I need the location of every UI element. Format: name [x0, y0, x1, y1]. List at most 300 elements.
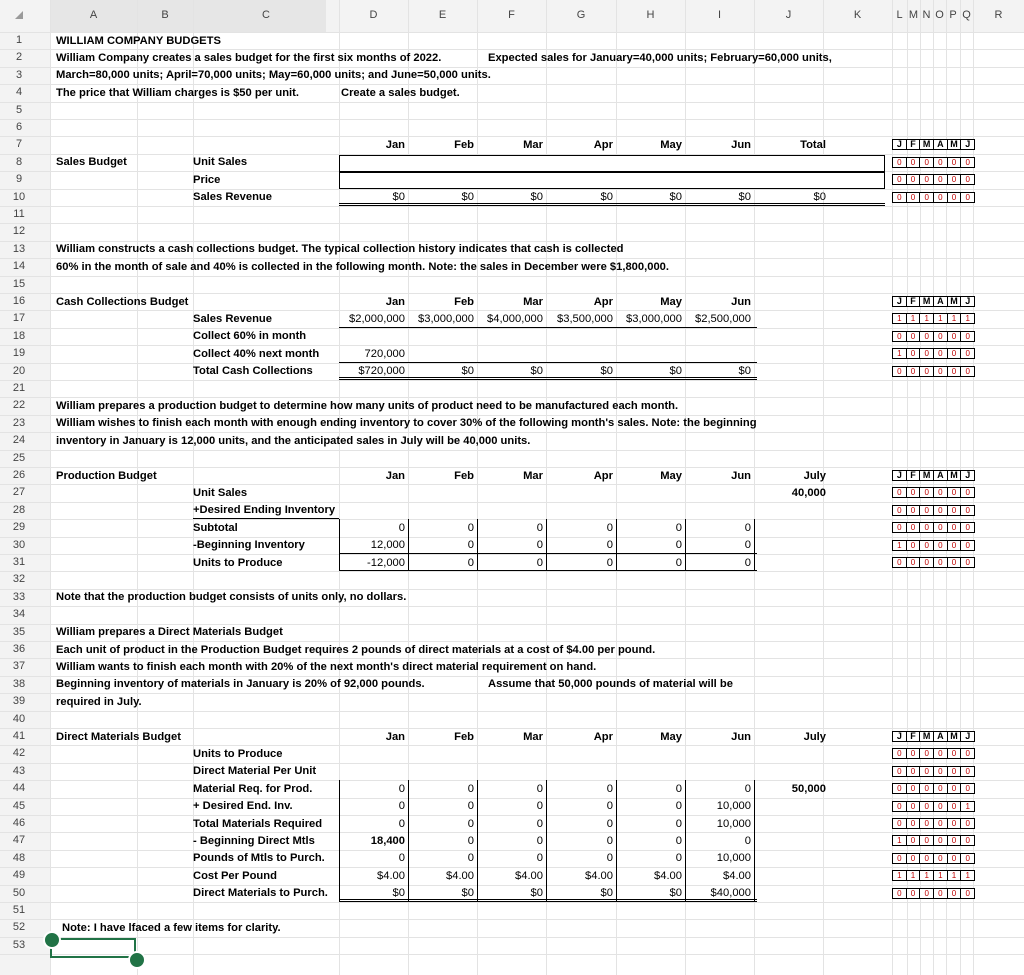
check-cell: 0 [920, 836, 934, 845]
beginning-inventory-value: 0 [536, 539, 543, 552]
check-cell: 0 [893, 767, 907, 776]
column-header-e[interactable]: E [438, 9, 447, 21]
subtotal-value: 0 [675, 521, 682, 534]
row-header-50[interactable]: 50 [12, 886, 26, 899]
row-header-3[interactable]: 3 [15, 68, 23, 81]
month-header: Feb [454, 295, 474, 308]
check-cell: 0 [948, 506, 962, 515]
column-header-q[interactable]: Q [962, 9, 971, 21]
row-header-43[interactable]: 43 [12, 764, 26, 777]
check-grid-row [892, 174, 975, 185]
check-grid-row [892, 348, 975, 359]
row-header-46[interactable]: 46 [12, 817, 26, 829]
row-header-44[interactable]: 44 [12, 782, 26, 795]
selection-handle-end[interactable] [128, 951, 146, 969]
cost-per-pound-value: $4.00 [446, 869, 474, 882]
check-cell: 0 [965, 853, 970, 863]
check-cell: 0 [907, 349, 921, 358]
month-header: May [660, 295, 682, 308]
check-cell: 0 [920, 488, 934, 497]
check-cell: 0 [965, 888, 970, 898]
check-cell: 0 [893, 854, 907, 863]
check-cell: 1 [934, 314, 948, 323]
row-header-10[interactable]: 10 [12, 190, 26, 203]
check-cell: 0 [934, 367, 948, 376]
row-header-38[interactable]: 38 [12, 677, 26, 690]
check-cell: 0 [948, 558, 962, 567]
row-header-42[interactable]: 42 [12, 747, 26, 760]
production-row-label: Units to Produce [193, 556, 283, 569]
cash-row-label: Sales Revenue [193, 312, 272, 325]
check-cell: 0 [920, 767, 934, 776]
units-to-produce-value: -12,000 [367, 556, 405, 569]
check-cell: 0 [948, 367, 962, 376]
row-header-12[interactable]: 12 [12, 225, 26, 238]
border-line [754, 780, 755, 902]
check-cell: 0 [893, 506, 907, 515]
check-cell: 0 [965, 540, 970, 550]
dm-row-label: Pounds of Mtls to Purch. [193, 852, 325, 865]
check-cell: 0 [907, 784, 921, 793]
check-cell: M [920, 140, 934, 149]
row-header-36[interactable]: 36 [12, 643, 26, 655]
check-cell: 0 [948, 836, 962, 845]
check-cell: 0 [907, 367, 921, 376]
check-cell: 1 [965, 314, 970, 324]
beginning-materials-value: 0 [744, 834, 751, 847]
july-units-value: 40,000 [791, 486, 826, 499]
check-grid-row [892, 192, 975, 203]
section-title-sales: Sales Budget [56, 156, 127, 169]
total-materials-value: 0 [606, 817, 613, 830]
pounds-to-purchase-value: 10,000 [716, 852, 751, 865]
check-cell: 1 [893, 836, 907, 845]
check-cell: 0 [948, 488, 962, 497]
clarity-note: Note: I have lfaced a few items for clarity. [62, 921, 281, 934]
check-cell: 0 [965, 505, 970, 515]
material-req-value: 0 [606, 782, 613, 795]
row-header-11[interactable]: 11 [13, 208, 25, 220]
month-header: May [660, 469, 682, 482]
check-cell: M [920, 732, 934, 741]
border-line [339, 570, 757, 571]
column-header-n[interactable]: N [922, 9, 931, 21]
row-header-45[interactable]: 45 [12, 799, 26, 812]
materials-purchase-value: $0 [530, 887, 543, 900]
materials-purchase-value: $0 [461, 887, 474, 900]
check-cell: 0 [948, 523, 962, 532]
border-line [546, 780, 547, 902]
check-cell: 0 [934, 854, 948, 863]
column-header-g[interactable]: G [576, 9, 586, 21]
row-header-14[interactable]: 14 [12, 260, 26, 273]
month-header: Apr [593, 138, 613, 151]
production-row-label: +Desired Ending Inventory [193, 504, 336, 517]
price-input-row[interactable] [339, 172, 885, 189]
check-cell: F [907, 471, 921, 480]
unit-sales-input-row[interactable] [339, 155, 885, 172]
units-to-produce-value: 0 [467, 556, 474, 569]
cost-per-pound-value: $4.00 [585, 869, 613, 882]
check-cell: M [948, 140, 962, 149]
sales-row-label: Price [193, 173, 221, 186]
row-header-15[interactable]: 15 [12, 277, 26, 290]
border-line [339, 377, 757, 378]
intro-text: required in July. [56, 695, 142, 708]
column-header-h[interactable]: H [646, 9, 655, 21]
row-header-31[interactable]: 31 [12, 556, 26, 568]
section-title-production: Production Budget [56, 469, 157, 482]
total-cash-value: $0 [530, 365, 543, 378]
check-cell: J [965, 139, 971, 150]
beginning-materials-value: 0 [675, 834, 682, 847]
total-cash-value: $0 [461, 365, 474, 378]
column-header-j[interactable]: J [785, 9, 792, 21]
section-title-cash: Cash Collections Budget [56, 295, 189, 308]
border-line [685, 519, 686, 571]
row-header-13[interactable]: 13 [12, 242, 26, 255]
sales-revenue-total: $0 [813, 191, 826, 204]
month-header: Jun [731, 730, 751, 743]
column-header-l[interactable]: L [896, 9, 903, 21]
cash-revenue-value: $3,500,000 [557, 312, 613, 325]
column-header-m[interactable]: M [908, 9, 919, 21]
border-line [408, 519, 409, 571]
row-header-5[interactable]: 5 [15, 103, 23, 116]
border-line [477, 780, 478, 902]
cash-row-label: Collect 60% in month [193, 330, 307, 343]
sales-revenue-value: $0 [738, 191, 751, 204]
check-cell: J [893, 297, 907, 306]
dm-row-label: Direct Materials to Purch. [193, 887, 328, 900]
row-header-6[interactable]: 6 [15, 121, 23, 133]
intro-text: William prepares a production budget to determine how many units of product need to be manufactured each month. [56, 399, 679, 412]
row-header-7[interactable]: 7 [15, 138, 23, 151]
sales-revenue-value: $0 [461, 191, 474, 204]
row-header-27[interactable]: 27 [12, 486, 26, 499]
column-header-d[interactable]: D [369, 9, 378, 21]
row-header-39[interactable]: 39 [12, 695, 26, 708]
check-cell: 0 [965, 157, 970, 167]
column-header-i[interactable]: I [717, 9, 722, 21]
intro-text: inventory in January is 12,000 units, and the anticipated sales in July will be 40,000 units. [56, 434, 531, 447]
month-header: Feb [454, 469, 474, 482]
check-cell: A [934, 140, 948, 149]
subtotal-value: 0 [606, 521, 613, 534]
month-header: May [660, 138, 682, 151]
check-grid-header [892, 296, 975, 307]
check-cell: 0 [893, 193, 907, 202]
check-cell: 0 [965, 331, 970, 341]
row-header-32[interactable]: 32 [12, 573, 26, 586]
check-cell: 0 [907, 836, 921, 845]
pounds-to-purchase-value: 0 [606, 852, 613, 865]
row-header-35[interactable]: 35 [12, 625, 26, 638]
month-header: Jan [385, 469, 405, 482]
intro-text: William Company creates a sales budget for the first six months of 2022. [56, 51, 442, 64]
intro-text: 60% in the month of sale and 40% is collected in the following month. Note: the sales in December were $1,800,000. [56, 260, 669, 273]
intro-text: Create a sales budget. [341, 86, 460, 99]
check-cell: 0 [934, 819, 948, 828]
row-header-9[interactable]: 9 [15, 173, 23, 186]
column-header-f[interactable]: F [508, 9, 515, 21]
row-header-28[interactable]: 28 [12, 503, 26, 516]
check-grid-header [892, 139, 975, 150]
check-cell: 0 [948, 854, 962, 863]
row-header-51[interactable]: 51 [12, 904, 26, 916]
border-line [477, 519, 478, 571]
row-header-29[interactable]: 29 [12, 521, 26, 534]
check-cell: 0 [934, 175, 948, 184]
month-header: Mar [523, 138, 543, 151]
month-header: Mar [523, 469, 543, 482]
check-cell: 0 [907, 506, 921, 515]
border-line [339, 327, 757, 328]
material-req-value: 0 [467, 782, 474, 795]
intro-text: Beginning inventory of materials in January is 20% of 92,000 pounds. [56, 678, 425, 691]
beginning-inventory-value: 0 [744, 539, 751, 552]
desired-end-inv-value: 0 [467, 800, 474, 813]
check-cell: 1 [893, 871, 907, 880]
sales-row-label: Unit Sales [193, 156, 248, 169]
check-cell: 0 [907, 541, 921, 550]
check-cell: 0 [965, 836, 970, 846]
check-cell: 0 [920, 558, 934, 567]
column-header-o[interactable]: O [935, 9, 944, 21]
total-materials-value: 0 [467, 817, 474, 830]
check-grid-row [892, 853, 975, 864]
check-grid-row [892, 748, 975, 759]
check-cell: 0 [948, 541, 962, 550]
materials-purchase-value: $0 [669, 887, 682, 900]
check-cell: 0 [920, 158, 934, 167]
cash-revenue-value: $3,000,000 [418, 312, 474, 325]
check-cell: F [907, 732, 921, 741]
check-cell: 0 [907, 523, 921, 532]
beginning-materials-value: 0 [536, 834, 543, 847]
total-materials-value: 0 [398, 817, 405, 830]
selected-cell[interactable] [50, 938, 136, 958]
cash-row-label: Total Cash Collections [193, 365, 313, 378]
material-req-value: 0 [398, 782, 405, 795]
total-materials-value: 0 [675, 817, 682, 830]
beginning-materials-value: 0 [467, 834, 474, 847]
row-header-33[interactable]: 33 [12, 590, 26, 603]
month-header: Jun [731, 138, 751, 151]
border-line [339, 205, 885, 206]
row-header-8[interactable]: 8 [15, 155, 23, 168]
row-header-23[interactable]: 23 [12, 416, 26, 429]
column-header-r[interactable]: R [994, 9, 1003, 21]
row-header-20[interactable]: 20 [12, 364, 26, 377]
check-cell: 0 [948, 749, 962, 758]
check-cell: 0 [965, 819, 970, 828]
check-cell: J [965, 731, 971, 741]
dm-row-label: Material Req. for Prod. [193, 782, 313, 795]
pounds-to-purchase-value: 0 [675, 852, 682, 865]
check-cell: 0 [934, 332, 948, 341]
row-header-37[interactable]: 37 [12, 660, 26, 673]
check-cell: 0 [934, 889, 948, 898]
check-grid-row [892, 313, 975, 324]
check-cell: 0 [934, 749, 948, 758]
row-header-49[interactable]: 49 [12, 869, 26, 882]
pounds-to-purchase-value: 0 [467, 852, 474, 865]
check-grid-row [892, 818, 975, 829]
check-cell: 0 [907, 819, 921, 828]
check-cell: 0 [907, 158, 921, 167]
border-line [339, 379, 757, 380]
row-header-53[interactable]: 53 [12, 938, 26, 951]
row-header-34[interactable]: 34 [12, 608, 26, 621]
check-cell: 0 [965, 749, 970, 759]
row-header-48[interactable]: 48 [12, 851, 26, 864]
materials-purchase-value: $40,000 [710, 887, 751, 900]
check-grid-row [892, 783, 975, 794]
check-grid-row [892, 366, 975, 377]
check-grid-row [892, 557, 975, 568]
month-header: Apr [593, 730, 613, 743]
check-cell: F [907, 297, 921, 306]
row-header-16[interactable]: 16 [12, 295, 26, 307]
border-line [339, 899, 757, 900]
check-cell: 0 [920, 802, 934, 811]
check-cell: 0 [920, 506, 934, 515]
row-header-25[interactable]: 25 [12, 451, 26, 464]
row-header-47[interactable]: 47 [12, 834, 26, 847]
july-material-req: 50,000 [791, 782, 826, 795]
check-cell: 0 [907, 193, 921, 202]
check-cell: M [948, 297, 962, 306]
row-header-1[interactable]: 1 [15, 34, 23, 46]
check-grid-row [892, 157, 975, 168]
check-cell: 0 [948, 175, 962, 184]
check-cell: 0 [934, 523, 948, 532]
column-header-c[interactable]: C [262, 9, 270, 21]
beginning-inventory-value: 12,000 [370, 539, 405, 552]
check-cell: 0 [948, 889, 962, 898]
selection-handle-start[interactable] [43, 931, 61, 949]
month-header: Apr [593, 469, 613, 482]
check-cell: J [965, 296, 971, 306]
check-cell: 0 [934, 784, 948, 793]
check-cell: 0 [948, 784, 962, 793]
row-header-24[interactable]: 24 [12, 434, 26, 447]
check-cell: 0 [965, 784, 970, 794]
check-cell: A [934, 297, 948, 306]
units-to-produce-value: 0 [606, 556, 613, 569]
check-cell: 0 [934, 802, 948, 811]
subtotal-value: 0 [398, 521, 405, 534]
collect-40-value: 720,000 [364, 347, 405, 360]
check-cell: 0 [920, 784, 934, 793]
check-cell: 1 [920, 314, 934, 323]
check-cell: 0 [948, 158, 962, 167]
row-header-18[interactable]: 18 [12, 329, 26, 342]
dm-row-label: + Desired End. Inv. [193, 800, 293, 813]
month-header: Jan [385, 730, 405, 743]
border-line [616, 780, 617, 902]
check-cell: 0 [934, 506, 948, 515]
check-cell: 0 [907, 889, 921, 898]
total-cash-value: $0 [738, 365, 751, 378]
sheet-title: WILLIAM COMPANY BUDGETS [56, 34, 221, 47]
check-cell: F [907, 140, 921, 149]
column-header-a[interactable]: A [89, 9, 98, 21]
check-grid-row [892, 835, 975, 846]
total-cash-value: $0 [669, 365, 682, 378]
july-header: July [803, 730, 826, 743]
row-header-4[interactable]: 4 [15, 86, 23, 99]
check-cell: 1 [907, 871, 921, 880]
subtotal-value: 0 [536, 521, 543, 534]
check-cell: 0 [948, 349, 962, 358]
row-header-17[interactable]: 17 [12, 312, 26, 325]
cost-per-pound-value: $4.00 [515, 869, 543, 882]
check-cell: A [934, 471, 948, 480]
check-cell: 0 [965, 766, 970, 776]
check-cell: 0 [893, 819, 907, 828]
beginning-inventory-value: 0 [467, 539, 474, 552]
month-header: Jun [731, 469, 751, 482]
check-cell: 0 [893, 558, 907, 567]
check-cell: 1 [948, 314, 962, 323]
production-note: Note that the production budget consists of units only, no dollars. [56, 591, 407, 604]
column-header-b[interactable]: B [161, 9, 169, 21]
check-grid-header [892, 470, 975, 481]
check-cell: 0 [934, 541, 948, 550]
sales-revenue-value: $0 [669, 191, 682, 204]
row-header-2[interactable]: 2 [15, 51, 23, 64]
row-header-30[interactable]: 30 [12, 538, 26, 551]
row-header-52[interactable]: 52 [12, 921, 26, 934]
subtotal-value: 0 [744, 521, 751, 534]
row-header-19[interactable]: 19 [12, 347, 26, 360]
check-grid-row [892, 801, 975, 812]
row-header-21[interactable]: 21 [12, 382, 26, 394]
check-cell: 0 [965, 523, 970, 533]
intro-text: William prepares a Direct Materials Budget [56, 626, 283, 639]
month-header: Mar [523, 730, 543, 743]
row-header-26[interactable]: 26 [12, 469, 26, 481]
check-cell: 0 [934, 836, 948, 845]
check-cell: 0 [948, 819, 962, 828]
total-materials-value: 10,000 [716, 817, 751, 830]
check-cell: 0 [907, 488, 921, 497]
check-cell: 1 [893, 349, 907, 358]
check-cell: 0 [893, 802, 907, 811]
border-line [339, 203, 885, 204]
subtotal-value: 0 [467, 521, 474, 534]
check-cell: M [920, 297, 934, 306]
intro-text: Assume that 50,000 pounds of material will be [488, 678, 733, 691]
column-header-k[interactable]: K [853, 9, 862, 21]
check-cell: 0 [934, 767, 948, 776]
cash-revenue-value: $2,000,000 [349, 312, 405, 325]
border-line [339, 901, 757, 902]
check-cell: 1 [965, 871, 970, 881]
check-cell: 0 [920, 854, 934, 863]
check-cell: J [893, 471, 907, 480]
select-all-corner[interactable] [15, 11, 23, 19]
check-cell: 0 [965, 488, 970, 498]
row-header-22[interactable]: 22 [12, 399, 26, 412]
cost-per-pound-value: $4.00 [723, 869, 751, 882]
column-header-p[interactable]: P [949, 9, 957, 21]
row-header-41[interactable]: 41 [12, 730, 26, 742]
row-header-40[interactable]: 40 [12, 712, 26, 725]
check-cell: J [893, 732, 907, 741]
